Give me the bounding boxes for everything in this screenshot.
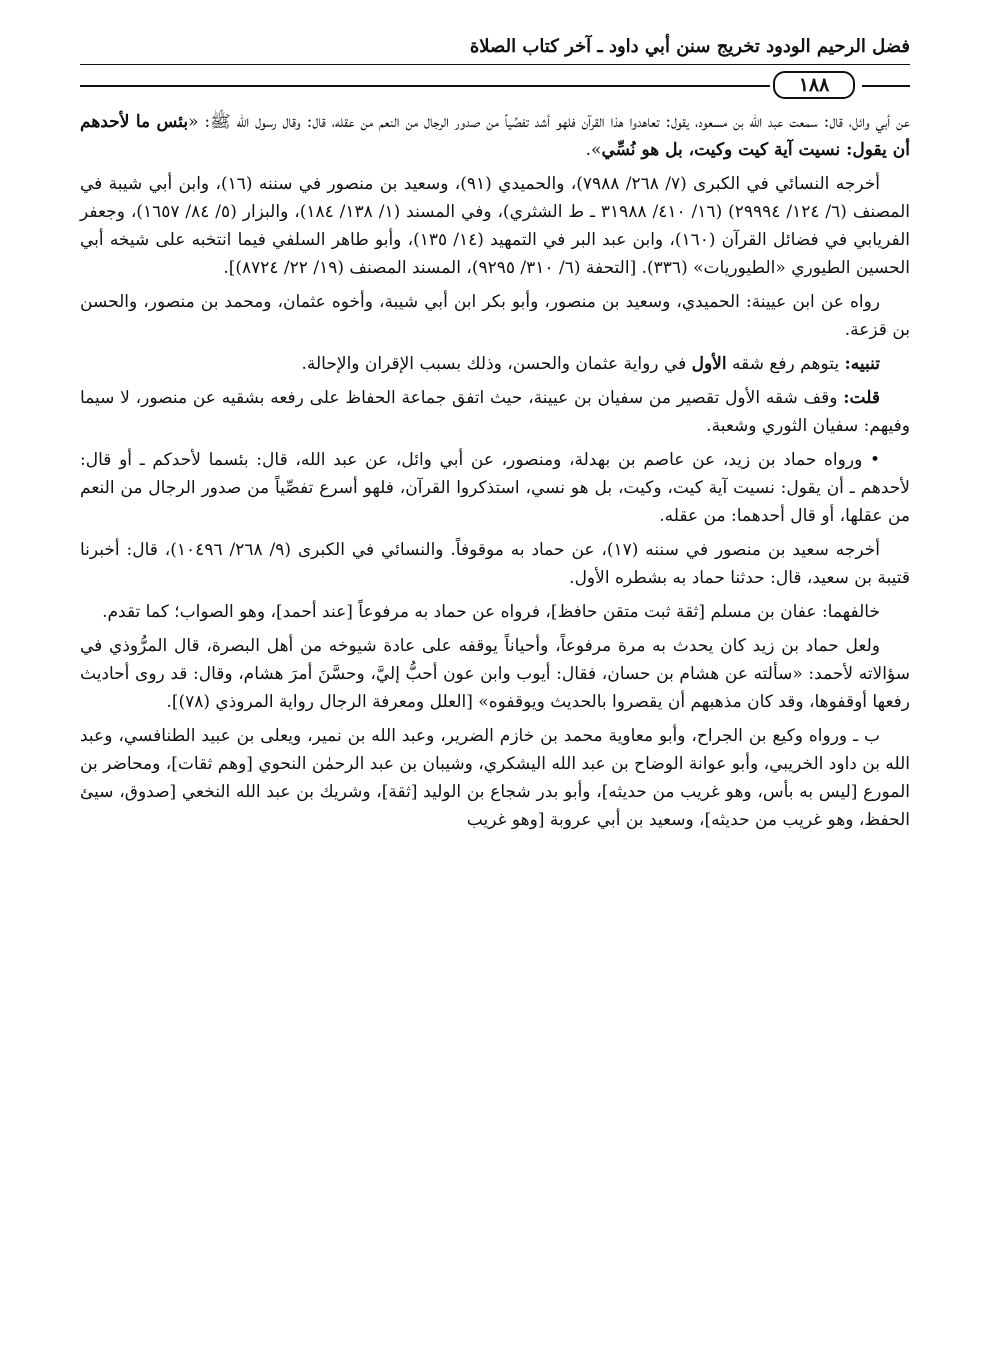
body-paragraph <box>80 536 910 592</box>
body-paragraph <box>80 632 910 716</box>
page-number-area <box>80 73 910 95</box>
page-number: ١٨٨ <box>773 71 855 99</box>
page-number-rule-right <box>862 85 910 87</box>
text-run: ». <box>585 140 602 160</box>
text-run: وقف شقه الأول تقصير من سفيان بن عيينة، حيث اتفق جماعة الحفاظ على رفعه بشقيه عن منصور، لا سيما وفيهم: سفيان الثوري وشعبة. <box>80 388 910 436</box>
text-run: رواه عن ابن عيينة: الحميدي، وسعيد بن منصور، وأبو بكر ابن أبي شيبة، وأخوه عثمان، ومحمد بن منصور، والحسن بن قزعة. <box>80 292 910 340</box>
body-paragraph <box>80 446 910 530</box>
bold-text-run: بئس ما لأحدهم أن يقول: نسيت آية كيت وكيت، بل هو نُسِّي <box>80 112 910 160</box>
body-paragraph <box>80 598 910 626</box>
body-paragraph <box>80 384 910 440</box>
text-run: يتوهم رفع شقه <box>726 354 845 374</box>
body-paragraph <box>80 288 910 344</box>
body-paragraph <box>80 722 910 834</box>
page-number-rule-left <box>80 85 770 87</box>
text-run: خالفهما: عفان بن مسلم [ثقة ثبت متقن حافظ]، فرواه عن حماد به مرفوعاً [عند أحمد]، وهو الصواب؛ كما تقدم. <box>102 602 880 622</box>
page-header <box>80 28 910 96</box>
header-rule <box>80 64 910 65</box>
text-run: أخرجه سعيد بن منصور في سننه (١٧)، عن حماد به موقوفاً. والنسائي في الكبرى (٩/ ٢٦٨/ ١٠٤٩٦)، قال: أخبرنا قتيبة بن سعيد، قال: حدثنا حماد به بشطره الأول. <box>80 540 910 588</box>
text-run: أخرجه النسائي في الكبرى (٧/ ٢٦٨/ ٧٩٨٨)، والحميدي (٩١)، وسعيد بن منصور في سننه (١٦)، وابن أبي شيبة في المصنف (٦/ ١٢٤/ ٢٩٩٩٤) (١٦/ ٤١٠/ ٣١٩٨٨ ـ ط الشثري)، وفي المسند (١/ ١٣٨/ ١٨٤)، والبزار (٥/ ٨٤/ ١٦٥٧)، وجعفر الفريابي في فضائل القرآن (١٦٠)، وابن عبد البر في التمهيد (١٤/ ١٣٥)، وأبو طاهر السلفي فيما انتخبه على شيخه أبي الحسين الطيوري «الطيوريات» (٣٣٦). [التحفة (٦/ ٣١٠/ ٩٢٩٥)، المسند المصنف (١٩/ ٢٢/ ٨٧٢٤)]. <box>80 174 911 278</box>
running-title: فضل الرحيم الودود تخريج سنن أبي داود ـ آخر كتاب الصلاة <box>469 36 910 57</box>
bold-text-run: الأول <box>691 354 727 374</box>
bold-text-run: قلت: <box>843 388 880 408</box>
body-paragraph <box>80 108 910 164</box>
text-run: ب ـ ورواه وكيع بن الجراح، وأبو معاوية محمد بن خازم الضرير، وعبد الله بن نمير، ويعلى بن عبيد الطنافسي، وعبد الله بن داود الخريبي، وأبو عوانة الوضاح بن عبد الله اليشكري، وشيبان بن عبد الرحمٰن النحوي [وهم ثقات]، ومحاضر بن المورع [ليس به بأس، وهو غريب من حديثه]، وأبو بدر شجاع بن الوليد [ثقة]، وشريك بن عبد الله النخعي [صدوق، سيئ الحفظ، وهو غريب من حديثه]، وسعيد بن أبي عروبة [وهو غريب <box>80 726 910 830</box>
body-paragraph <box>80 170 910 282</box>
bold-text-run: تنبيه: <box>844 354 880 374</box>
text-run: في رواية عثمان والحسن، وذلك بسبب الإقران والإحالة. <box>301 354 692 374</box>
text-run: • ورواه حماد بن زيد، عن عاصم بن بهدلة، ومنصور، عن أبي وائل، عن عبد الله، قال: بئسما لأحدكم ـ أو قال: لأحدهم ـ أن يقول: نسيت آية كيت، وكيت، بل هو نسي، استذكروا القرآن، فلهو أسرع تفصِّياً من صدور الرجال من النعم من عقلها، أو قال أحدهما: من عقله. <box>80 450 910 526</box>
text-run: عن أبي وائل، قال: سمعت عبد الله بن مسعود، يقول: تعاهدوا هذا القرآن فلهو أشد تفصِّياً من صدور الرجال من النعم من عقله، قال: وقال رسول الله ﷺ: « <box>188 112 910 132</box>
page-body <box>80 108 910 840</box>
text-run: ولعل حماد بن زيد كان يحدث به مرة مرفوعاً، وأحياناً يوقفه على عادة شيوخه من أهل البصرة، قال المرُّوذي في سؤالاته لأحمد: «سألته عن هشام بن حسان، فقال: أيوب وابن عون أحبُّ إليَّ، وحسَّنَ أمرَ هشام، وقال: قد روى أحاديث رفعها أوقفوها، وقد كان مذهبهم أن يقصروا بالحديث ويوقفوه» [العلل ومعرفة الرجال رواية المروذي (٧٨)]. <box>80 636 910 712</box>
body-paragraph <box>80 350 910 378</box>
